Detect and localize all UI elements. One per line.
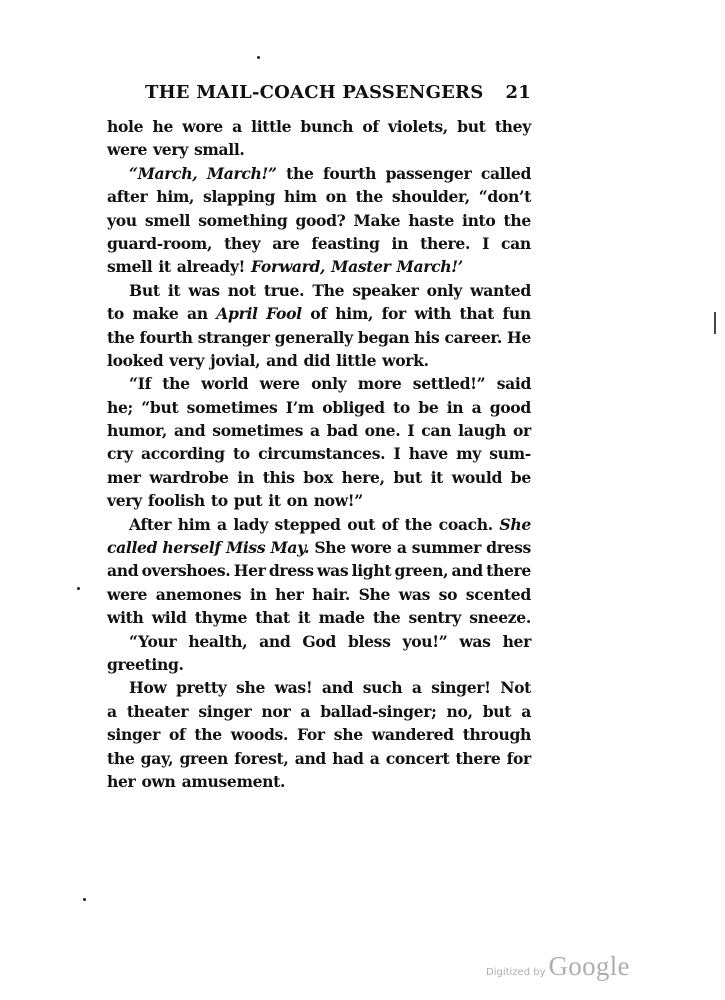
text-line-10: the fourth stranger generally began his career. He xyxy=(107,327,531,347)
page-speck-left xyxy=(77,587,80,590)
text-line-26: a theater singer nor a ballad-singer; no, but a xyxy=(107,701,531,721)
body-text xyxy=(107,117,531,795)
text-line-23: “Your health, and God bless you!” was her xyxy=(129,631,531,651)
text-line-28: the gay, green forest, and had a concert there for xyxy=(107,748,531,768)
running-head xyxy=(145,82,531,110)
text-line-18: After him a lady stepped out of the coach. She xyxy=(129,514,531,534)
digitized-label: Digitized by xyxy=(486,967,546,978)
digitized-watermark xyxy=(486,951,630,981)
text-line-8: But it was not true. The speaker only wanted xyxy=(129,280,531,300)
text-line-3: “March, March!” the fourth passenger called xyxy=(129,163,531,183)
page-number: 21 xyxy=(505,82,531,103)
page-edge-mark xyxy=(714,312,716,334)
text-line-12: “If the world were only more settled!” said xyxy=(129,374,531,394)
text-line-14: humor, and sometimes a bad one. I can laugh or xyxy=(107,421,531,441)
text-line-15: cry according to circumstances. I have my sum- xyxy=(107,444,531,464)
text-line-27: singer of the woods. For she wandered through xyxy=(107,725,531,745)
page-speck-top xyxy=(257,56,260,59)
text-line-4: after him, slapping him on the shoulder, “don’t xyxy=(107,187,531,207)
text-line-6: guard-room, they are feasting in there. I can xyxy=(107,233,531,253)
text-line-1: hole he wore a little bunch of violets, but they xyxy=(107,117,531,136)
text-line-11: looked very jovial, and did little work. xyxy=(107,350,429,370)
text-line-24: greeting. xyxy=(107,654,184,674)
text-line-22: with wild thyme that it made the sentry sneeze. xyxy=(107,608,531,628)
text-line-13: he; “but sometimes I’m obliged to be in a good xyxy=(107,397,531,417)
text-line-5: you smell something good? Make haste into the xyxy=(107,210,531,230)
text-line-16: mer wardrobe in this box here, but it would be xyxy=(107,467,531,487)
text-line-17: very foolish to put it on now!” xyxy=(107,491,363,511)
chapter-title: THE MAIL-COACH PASSENGERS xyxy=(145,82,484,103)
text-line-19: called herself Miss May. She wore a summer dress xyxy=(107,538,531,558)
text-line-2: were very small. xyxy=(107,140,245,160)
text-line-25: How pretty she was! and such a singer! Not xyxy=(129,678,531,698)
text-line-20: and overshoes. Her dress was light green, and there xyxy=(107,561,531,581)
text-line-29: her own amusement. xyxy=(107,771,286,791)
google-logo: Google xyxy=(548,951,630,981)
text-line-21: were anemones in her hair. She was so scented xyxy=(107,584,531,604)
text-line-7: smell it already! Forward, Master March!’ xyxy=(107,257,463,277)
page-speck-bottom xyxy=(83,898,86,901)
text-line-9: to make an April Fool of him, for with that fun xyxy=(107,304,531,324)
